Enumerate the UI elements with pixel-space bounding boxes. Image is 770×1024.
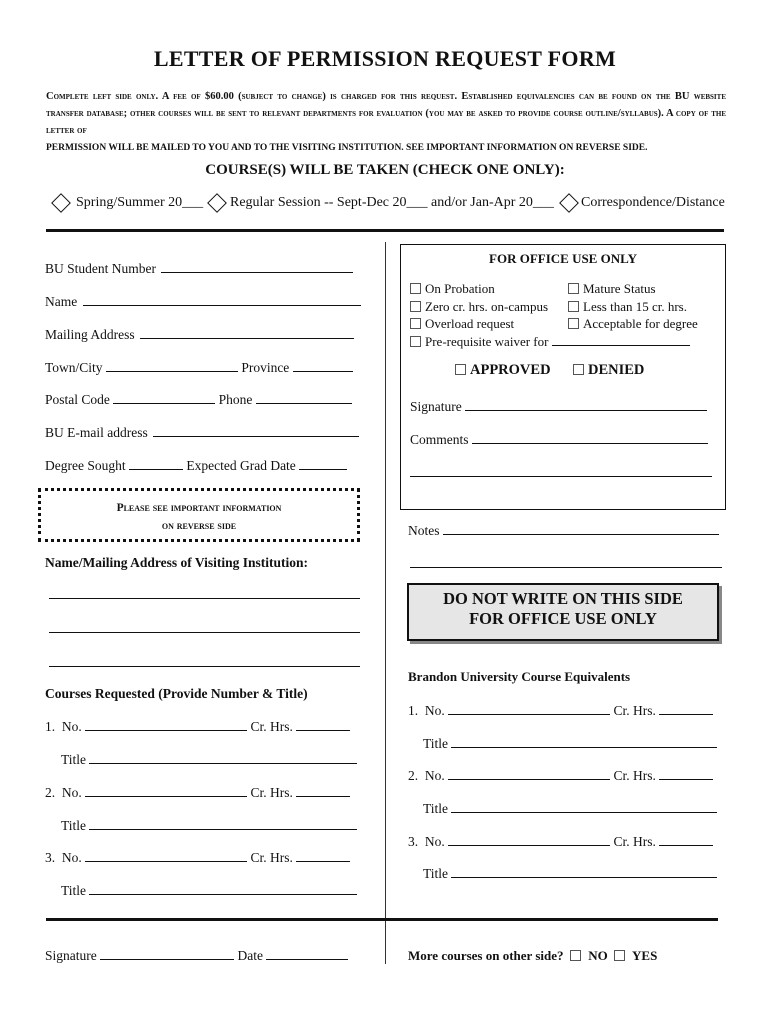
mature-status-option[interactable] bbox=[568, 281, 656, 297]
mature-status-label: Mature Status bbox=[583, 281, 656, 296]
do-not-write-line2: FOR OFFICE USE ONLY bbox=[469, 609, 657, 628]
column-divider bbox=[385, 242, 386, 964]
visiting-institution-line-3[interactable] bbox=[49, 666, 360, 667]
less-than-15-option[interactable] bbox=[568, 299, 687, 315]
session-spring-label: Spring/Summer 20___ bbox=[76, 195, 204, 210]
session-regular-diamond[interactable] bbox=[207, 193, 227, 213]
form-title: LETTER OF PERMISSION REQUEST FORM bbox=[153, 46, 617, 71]
equivalents-label: Brandon University Course Equivalents bbox=[408, 669, 631, 684]
equiv-3-index: 3. bbox=[408, 834, 419, 849]
session-correspondence-label: Correspondence/Distance bbox=[581, 195, 725, 210]
equiv-1-index: 1. bbox=[408, 703, 419, 718]
office-use-title: FOR OFFICE USE ONLY bbox=[489, 251, 637, 266]
name-row bbox=[45, 293, 361, 310]
session-options bbox=[50, 192, 740, 216]
bottom-divider bbox=[46, 918, 718, 921]
zero-cr-option[interactable] bbox=[410, 299, 548, 315]
equiv-2-crhrs-field[interactable] bbox=[659, 767, 713, 780]
zero-cr-label: Zero cr. hrs. on-campus bbox=[425, 299, 549, 314]
mailing-address-row bbox=[45, 326, 354, 343]
equiv-2-no-label: No. bbox=[424, 768, 445, 783]
checkbox-icon[interactable] bbox=[410, 283, 421, 294]
comments-field[interactable] bbox=[472, 431, 708, 444]
on-probation-label: On Probation bbox=[425, 281, 495, 296]
province-label: Province bbox=[241, 360, 290, 375]
course-1-crhrs-field[interactable] bbox=[296, 718, 350, 731]
signature-label: Signature bbox=[45, 948, 97, 963]
degree-sought-label: Degree Sought bbox=[45, 458, 126, 473]
sessions-heading: COURSE(S) WILL BE TAKEN (CHECK ONE ONLY): bbox=[205, 162, 565, 178]
course-2-title-label: Title bbox=[61, 818, 87, 833]
overload-label: Overload request bbox=[425, 316, 515, 331]
mailing-address-field[interactable] bbox=[140, 326, 354, 339]
date-label: Date bbox=[237, 948, 263, 963]
course-1-title-field[interactable] bbox=[89, 751, 357, 764]
office-signature-field[interactable] bbox=[465, 398, 707, 411]
student-number-label: BU Student Number bbox=[45, 261, 156, 276]
notes-row bbox=[408, 522, 719, 539]
course-2-number-row bbox=[45, 784, 350, 801]
equiv-1-no-label: No. bbox=[424, 703, 445, 718]
reverse-side-notice bbox=[38, 488, 360, 542]
course-3-no-field[interactable] bbox=[85, 849, 247, 862]
course-1-title-row bbox=[61, 751, 357, 768]
email-label: BU E-mail address bbox=[45, 425, 148, 440]
approved-option[interactable] bbox=[455, 362, 551, 379]
course-2-no-field[interactable] bbox=[85, 784, 247, 797]
equiv-1-title-row bbox=[423, 735, 717, 752]
equiv-3-title-field[interactable] bbox=[451, 865, 717, 878]
acceptable-option[interactable] bbox=[568, 316, 698, 332]
notes-line-2[interactable] bbox=[410, 567, 722, 568]
more-courses-yes-checkbox[interactable] bbox=[614, 950, 625, 961]
more-courses-no-checkbox[interactable] bbox=[570, 950, 581, 961]
degree-row bbox=[45, 457, 347, 474]
overload-option[interactable] bbox=[410, 316, 514, 332]
course-3-title-field[interactable] bbox=[89, 882, 357, 895]
equiv-2-title-label: Title bbox=[423, 801, 449, 816]
postal-code-label: Postal Code bbox=[45, 392, 110, 407]
office-signature-row bbox=[410, 398, 707, 415]
student-number-row bbox=[45, 260, 353, 277]
equiv-2-title-field[interactable] bbox=[451, 800, 717, 813]
phone-field[interactable] bbox=[256, 391, 352, 404]
equiv-3-crhrs-field[interactable] bbox=[659, 833, 713, 846]
more-courses-row bbox=[408, 948, 657, 964]
comments-label: Comments bbox=[410, 432, 469, 447]
checkbox-icon[interactable] bbox=[410, 318, 421, 329]
course-2-title-field[interactable] bbox=[89, 817, 357, 830]
town-city-field[interactable] bbox=[106, 359, 238, 372]
intro-paragraph bbox=[46, 88, 726, 157]
checkbox-icon[interactable] bbox=[573, 364, 584, 375]
equiv-3-number-row bbox=[408, 833, 713, 850]
expected-grad-field[interactable] bbox=[299, 457, 347, 470]
checkbox-icon[interactable] bbox=[410, 336, 421, 347]
intro-text: Complete left side only. A fee of $60.00 (subject to change) is charged for this request. Established equivalencies can be found on the BU website transfer database; other courses will be sent to relevant departments for evaluation (you may be asked to provide course outline/syllabus). A copy of the letter of bbox=[46, 91, 726, 136]
course-3-index: 3. bbox=[45, 850, 56, 865]
equiv-1-number-row bbox=[408, 702, 713, 719]
office-use-box bbox=[400, 244, 726, 510]
visiting-institution-line-2[interactable] bbox=[49, 632, 360, 633]
signature-row bbox=[45, 947, 348, 964]
degree-sought-field[interactable] bbox=[129, 457, 183, 470]
prereq-waiver-option[interactable] bbox=[410, 333, 690, 350]
do-not-write-line1: DO NOT WRITE ON THIS SIDE bbox=[443, 589, 683, 608]
course-1-no-field[interactable] bbox=[85, 718, 247, 731]
top-divider bbox=[46, 229, 724, 232]
more-courses-question: More courses on other side? bbox=[408, 948, 564, 963]
equiv-3-title-label: Title bbox=[423, 866, 449, 881]
expected-grad-label: Expected Grad Date bbox=[186, 458, 296, 473]
course-3-title-label: Title bbox=[61, 883, 87, 898]
postal-phone-row bbox=[45, 391, 352, 408]
course-1-crhrs-label: Cr. Hrs. bbox=[250, 719, 293, 734]
equiv-2-no-field[interactable] bbox=[448, 767, 610, 780]
equiv-1-title-label: Title bbox=[423, 736, 449, 751]
name-field[interactable] bbox=[83, 293, 361, 306]
equiv-2-crhrs-label: Cr. Hrs. bbox=[613, 768, 656, 783]
session-spring-diamond[interactable] bbox=[51, 193, 71, 213]
name-label: Name bbox=[45, 294, 78, 309]
notes-label: Notes bbox=[408, 523, 440, 538]
equiv-1-no-field[interactable] bbox=[448, 702, 610, 715]
equiv-3-crhrs-label: Cr. Hrs. bbox=[613, 834, 656, 849]
prereq-waiver-field[interactable] bbox=[552, 333, 690, 346]
email-row bbox=[45, 424, 359, 441]
course-2-title-row bbox=[61, 817, 357, 834]
course-1-title-label: Title bbox=[61, 752, 87, 767]
do-not-write-banner bbox=[407, 583, 719, 641]
session-regular-label: Regular Session -- Sept-Dec 20___ and/or Jan-Apr 20___ bbox=[230, 195, 554, 210]
postal-code-field[interactable] bbox=[113, 391, 215, 404]
town-province-row bbox=[45, 359, 353, 376]
comments-row bbox=[410, 431, 708, 448]
less-than-15-label: Less than 15 cr. hrs. bbox=[583, 299, 687, 314]
equiv-1-title-field[interactable] bbox=[451, 735, 717, 748]
course-3-crhrs-field[interactable] bbox=[296, 849, 350, 862]
notes-field[interactable] bbox=[443, 522, 719, 535]
signature-field[interactable] bbox=[100, 947, 234, 960]
acceptable-label: Acceptable for degree bbox=[583, 316, 698, 331]
equiv-3-no-field[interactable] bbox=[448, 833, 610, 846]
course-1-number-row bbox=[45, 718, 350, 735]
course-1-no-label: No. bbox=[61, 719, 82, 734]
course-3-no-label: No. bbox=[61, 850, 82, 865]
more-courses-no-label: NO bbox=[588, 948, 608, 963]
phone-label: Phone bbox=[218, 392, 253, 407]
course-2-crhrs-field[interactable] bbox=[296, 784, 350, 797]
equiv-1-crhrs-field[interactable] bbox=[659, 702, 713, 715]
date-field[interactable] bbox=[266, 947, 348, 960]
province-field[interactable] bbox=[293, 359, 353, 372]
courses-requested-label: Courses Requested (Provide Number & Title) bbox=[45, 686, 308, 701]
equiv-2-number-row bbox=[408, 767, 713, 784]
checkbox-icon[interactable] bbox=[410, 301, 421, 312]
approved-label: APPROVED bbox=[470, 362, 551, 378]
on-probation-option[interactable] bbox=[410, 281, 495, 297]
town-city-label: Town/City bbox=[45, 360, 103, 375]
office-signature-label: Signature bbox=[410, 399, 462, 414]
visiting-institution-line-1[interactable] bbox=[49, 598, 360, 599]
intro-last-line: PERMISSION WILL BE MAILED TO YOU AND TO THE VISITING INSTITUTION. SEE IMPORTANT INFORMATION ON REVERSE SIDE. bbox=[46, 143, 648, 153]
course-2-no-label: No. bbox=[61, 785, 82, 800]
comments-line-2[interactable] bbox=[410, 476, 712, 477]
course-2-crhrs-label: Cr. Hrs. bbox=[250, 785, 293, 800]
notice-line1: Please see important information bbox=[116, 502, 282, 514]
checkbox-icon[interactable] bbox=[568, 318, 579, 329]
notice-line2: on reverse side bbox=[161, 520, 237, 532]
email-field[interactable] bbox=[153, 424, 359, 437]
denied-label: DENIED bbox=[588, 362, 645, 378]
course-1-index: 1. bbox=[45, 719, 56, 734]
student-number-field[interactable] bbox=[161, 260, 353, 273]
session-correspondence-diamond[interactable] bbox=[559, 193, 579, 213]
checkbox-icon[interactable] bbox=[568, 301, 579, 312]
course-3-number-row bbox=[45, 849, 350, 866]
more-courses-yes-label: YES bbox=[632, 948, 658, 963]
equiv-2-index: 2. bbox=[408, 768, 419, 783]
checkbox-icon[interactable] bbox=[455, 364, 466, 375]
equiv-3-no-label: No. bbox=[424, 834, 445, 849]
mailing-address-label: Mailing Address bbox=[45, 327, 135, 342]
prereq-waiver-label: Pre-requisite waiver for bbox=[425, 334, 549, 349]
equiv-1-crhrs-label: Cr. Hrs. bbox=[613, 703, 656, 718]
course-3-crhrs-label: Cr. Hrs. bbox=[250, 850, 293, 865]
equiv-3-title-row bbox=[423, 865, 717, 882]
denied-option[interactable] bbox=[573, 362, 644, 379]
course-3-title-row bbox=[61, 882, 357, 899]
visiting-institution-label: Name/Mailing Address of Visiting Institution: bbox=[45, 555, 309, 570]
course-2-index: 2. bbox=[45, 785, 56, 800]
checkbox-icon[interactable] bbox=[568, 283, 579, 294]
equiv-2-title-row bbox=[423, 800, 717, 817]
